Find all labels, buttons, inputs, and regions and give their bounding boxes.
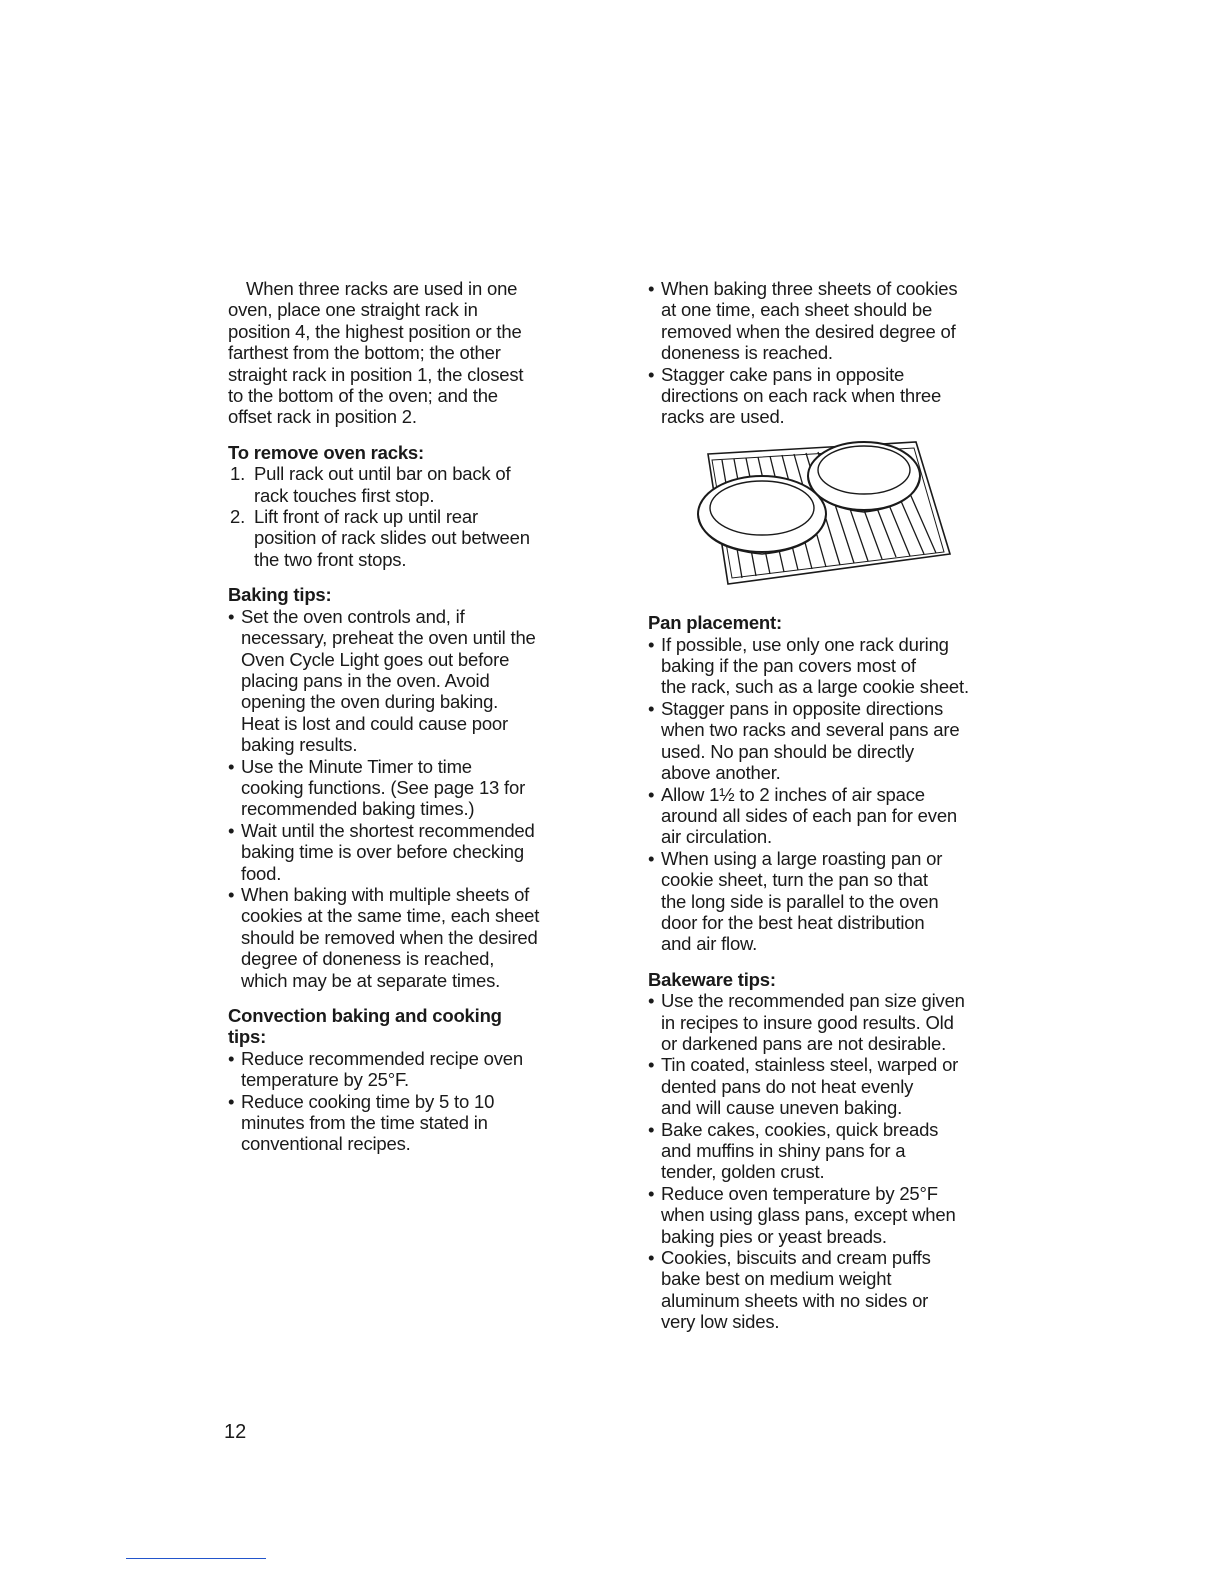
- convection-tip: [228, 1091, 568, 1155]
- remove-racks-heading: To remove oven racks:: [228, 441, 424, 463]
- intro-line: straight rack in position 1, the closest: [228, 363, 524, 385]
- tip-line: around all sides of each pan for even: [661, 804, 957, 826]
- step-line: Lift front of rack up until rear: [254, 506, 478, 528]
- step-line: the two front stops.: [254, 548, 407, 570]
- step-line: position of rack slides out between: [254, 527, 530, 549]
- tip-line: Allow 1½ to 2 inches of air space: [661, 783, 925, 805]
- bakeware-tip: [648, 1247, 988, 1333]
- step-line: rack touches first stop.: [254, 484, 435, 506]
- pan-placement-tip: [648, 784, 988, 848]
- tip-line: used. No pan should be directly: [661, 740, 914, 762]
- tip-line: racks are used.: [661, 406, 785, 428]
- tip-line: baking time is over before checking: [241, 841, 524, 863]
- tip-line: Reduce oven temperature by 25°F: [661, 1182, 938, 1204]
- tip-line: temperature by 25°F.: [241, 1069, 409, 1091]
- bullet-icon: •: [648, 633, 655, 655]
- tip-line: or darkened pans are not desirable.: [661, 1032, 947, 1054]
- bakeware-tips-heading: Bakeware tips:: [648, 968, 776, 990]
- bullet-icon: •: [228, 883, 235, 905]
- tip-line: bake best on medium weight: [661, 1268, 892, 1290]
- bakeware-tips-section: [648, 969, 988, 1333]
- step-number: 1.: [230, 463, 246, 485]
- bullet-icon: •: [648, 278, 655, 299]
- tip-line: When using a large roasting pan or: [661, 847, 943, 869]
- bullet-icon: •: [648, 363, 655, 385]
- tip-line: Wait until the shortest recommended: [241, 819, 535, 841]
- tip-line: Cookies, biscuits and cream puffs: [661, 1247, 931, 1269]
- baking-tip: [228, 756, 568, 820]
- tip-line: Use the Minute Timer to time: [241, 755, 472, 777]
- bullet-icon: •: [648, 783, 655, 805]
- tip-line: opening the oven during baking.: [241, 691, 499, 713]
- baking-tip: [228, 884, 568, 991]
- footer-divider: [126, 1558, 266, 1559]
- tip-line: Bake cakes, cookies, quick breads: [661, 1118, 939, 1140]
- bullet-icon: •: [648, 1054, 655, 1076]
- tip-line: directions on each rack when three: [661, 385, 942, 407]
- pan-placement-tip: [648, 698, 988, 784]
- convection-tip: [228, 1048, 568, 1091]
- tip-line: the rack, such as a large cookie sheet.: [661, 676, 969, 698]
- convection-tips-heading: [228, 1005, 568, 1048]
- bullet-icon: •: [648, 1247, 655, 1269]
- tip-line: air circulation.: [661, 826, 772, 848]
- tip-line: necessary, preheat the oven until the: [241, 627, 536, 649]
- bullet-icon: •: [228, 1090, 235, 1112]
- bullet-icon: •: [648, 1118, 655, 1140]
- tip-item: [648, 364, 988, 428]
- tip-line: conventional recipes.: [241, 1133, 411, 1155]
- pan-placement-tip: [648, 634, 988, 698]
- bakeware-tip: [648, 1183, 988, 1247]
- tip-line: Use the recommended pan size given: [661, 990, 965, 1012]
- tip-line: Tin coated, stainless steel, warped or: [661, 1054, 959, 1076]
- bullet-icon: •: [648, 697, 655, 719]
- tip-line: placing pans in the oven. Avoid: [241, 669, 490, 691]
- step-line: Pull rack out until bar on back of: [254, 463, 511, 485]
- tip-line: food.: [241, 862, 282, 884]
- left-column: [228, 278, 568, 1169]
- tip-line: above another.: [661, 762, 781, 784]
- tip-line: Set the oven controls and, if: [241, 605, 465, 627]
- tip-line: Stagger pans in opposite directions: [661, 697, 943, 719]
- tip-line: recommended baking times.): [241, 798, 475, 820]
- intro-paragraph: [228, 278, 568, 428]
- tip-line: When baking with multiple sheets of: [241, 883, 530, 905]
- tip-line: should be removed when the desired: [241, 926, 538, 948]
- pan-placement-tip: [648, 848, 988, 955]
- tip-line: aluminum sheets with no sides or: [661, 1289, 929, 1311]
- tip-line: tender, golden crust.: [661, 1161, 825, 1183]
- baking-tip: [228, 606, 568, 756]
- tip-line: door for the best heat distribution: [661, 911, 925, 933]
- bullet-icon: •: [228, 819, 235, 841]
- remove-racks-step: [228, 463, 568, 506]
- bakeware-tip: [648, 1054, 988, 1118]
- tip-line: in recipes to insure good results. Old: [661, 1011, 954, 1033]
- front-cake-pan: [698, 476, 826, 554]
- intro-line: offset rack in position 2.: [228, 406, 417, 428]
- tip-line: doneness is reached.: [661, 342, 833, 364]
- tip-line: very low sides.: [661, 1311, 780, 1333]
- tip-line: cookies at the same time, each sheet: [241, 905, 540, 927]
- tip-line: degree of doneness is reached,: [241, 948, 495, 970]
- tip-line: Reduce cooking time by 5 to 10: [241, 1090, 495, 1112]
- pan-placement-section: [648, 612, 988, 955]
- tip-line: when using glass pans, except when: [661, 1204, 956, 1226]
- bullet-icon: •: [648, 1182, 655, 1204]
- tip-item: [648, 278, 988, 364]
- intro-line: farthest from the bottom; the other: [228, 342, 501, 364]
- bullet-icon: •: [228, 755, 235, 777]
- pan-placement-heading: Pan placement:: [648, 612, 782, 634]
- tip-line: and muffins in shiny pans for a: [661, 1140, 906, 1161]
- bullet-icon: •: [648, 847, 655, 869]
- intro-line: position 4, the highest position or the: [228, 320, 522, 342]
- back-cake-pan: [808, 442, 920, 512]
- step-number: 2.: [230, 506, 246, 528]
- heading-line: tips:: [228, 1026, 267, 1048]
- baking-tips-section: [228, 584, 568, 991]
- tip-line: baking pies or yeast breads.: [661, 1225, 887, 1247]
- tip-line: and air flow.: [661, 933, 758, 955]
- tip-line: removed when the desired degree of: [661, 320, 956, 342]
- tip-line: cooking functions. (See page 13 for: [241, 776, 526, 798]
- bullet-icon: •: [228, 605, 235, 627]
- tip-line: the long side is parallel to the oven: [661, 890, 939, 912]
- tip-line: cookie sheet, turn the pan so that: [661, 869, 928, 891]
- cookie-stagger-section: [648, 278, 988, 428]
- tip-line: and will cause uneven baking.: [661, 1097, 903, 1119]
- tip-line: baking if the pan covers most of: [661, 655, 916, 677]
- right-column: [648, 278, 988, 1347]
- page-number: 12: [224, 1421, 247, 1443]
- bullet-icon: •: [648, 990, 655, 1012]
- baking-tips-heading: Baking tips:: [228, 584, 332, 606]
- tip-line: Heat is lost and could cause poor: [241, 712, 508, 734]
- intro-line: When three racks are used in one: [246, 278, 518, 299]
- tip-line: Reduce recommended recipe oven: [241, 1047, 523, 1069]
- tip-line: When baking three sheets of cookies: [661, 278, 958, 299]
- heading-line: Convection baking and cooking: [228, 1005, 502, 1026]
- bakeware-tip: [648, 990, 988, 1054]
- tip-line: dented pans do not heat evenly: [661, 1075, 914, 1097]
- tip-line: Oven Cycle Light goes out before: [241, 648, 510, 670]
- remove-racks-section: [228, 442, 568, 570]
- bakeware-tip: [648, 1119, 988, 1183]
- remove-racks-step: [228, 506, 568, 570]
- intro-line: to the bottom of the oven; and the: [228, 385, 498, 407]
- tip-line: which may be at separate times.: [241, 969, 501, 991]
- intro-line: oven, place one straight rack in: [228, 299, 478, 321]
- convection-tips-section: [228, 1005, 568, 1155]
- baking-tip: [228, 820, 568, 884]
- tip-line: Stagger cake pans in opposite: [661, 363, 905, 385]
- tip-line: at one time, each sheet should be: [661, 299, 933, 321]
- bullet-icon: •: [228, 1047, 235, 1069]
- tip-line: baking results.: [241, 734, 358, 756]
- tip-line: minutes from the time stated in: [241, 1112, 488, 1134]
- tip-line: when two racks and several pans are: [661, 719, 960, 741]
- rack-with-pans-illustration: [678, 436, 958, 586]
- tip-line: If possible, use only one rack during: [661, 633, 949, 655]
